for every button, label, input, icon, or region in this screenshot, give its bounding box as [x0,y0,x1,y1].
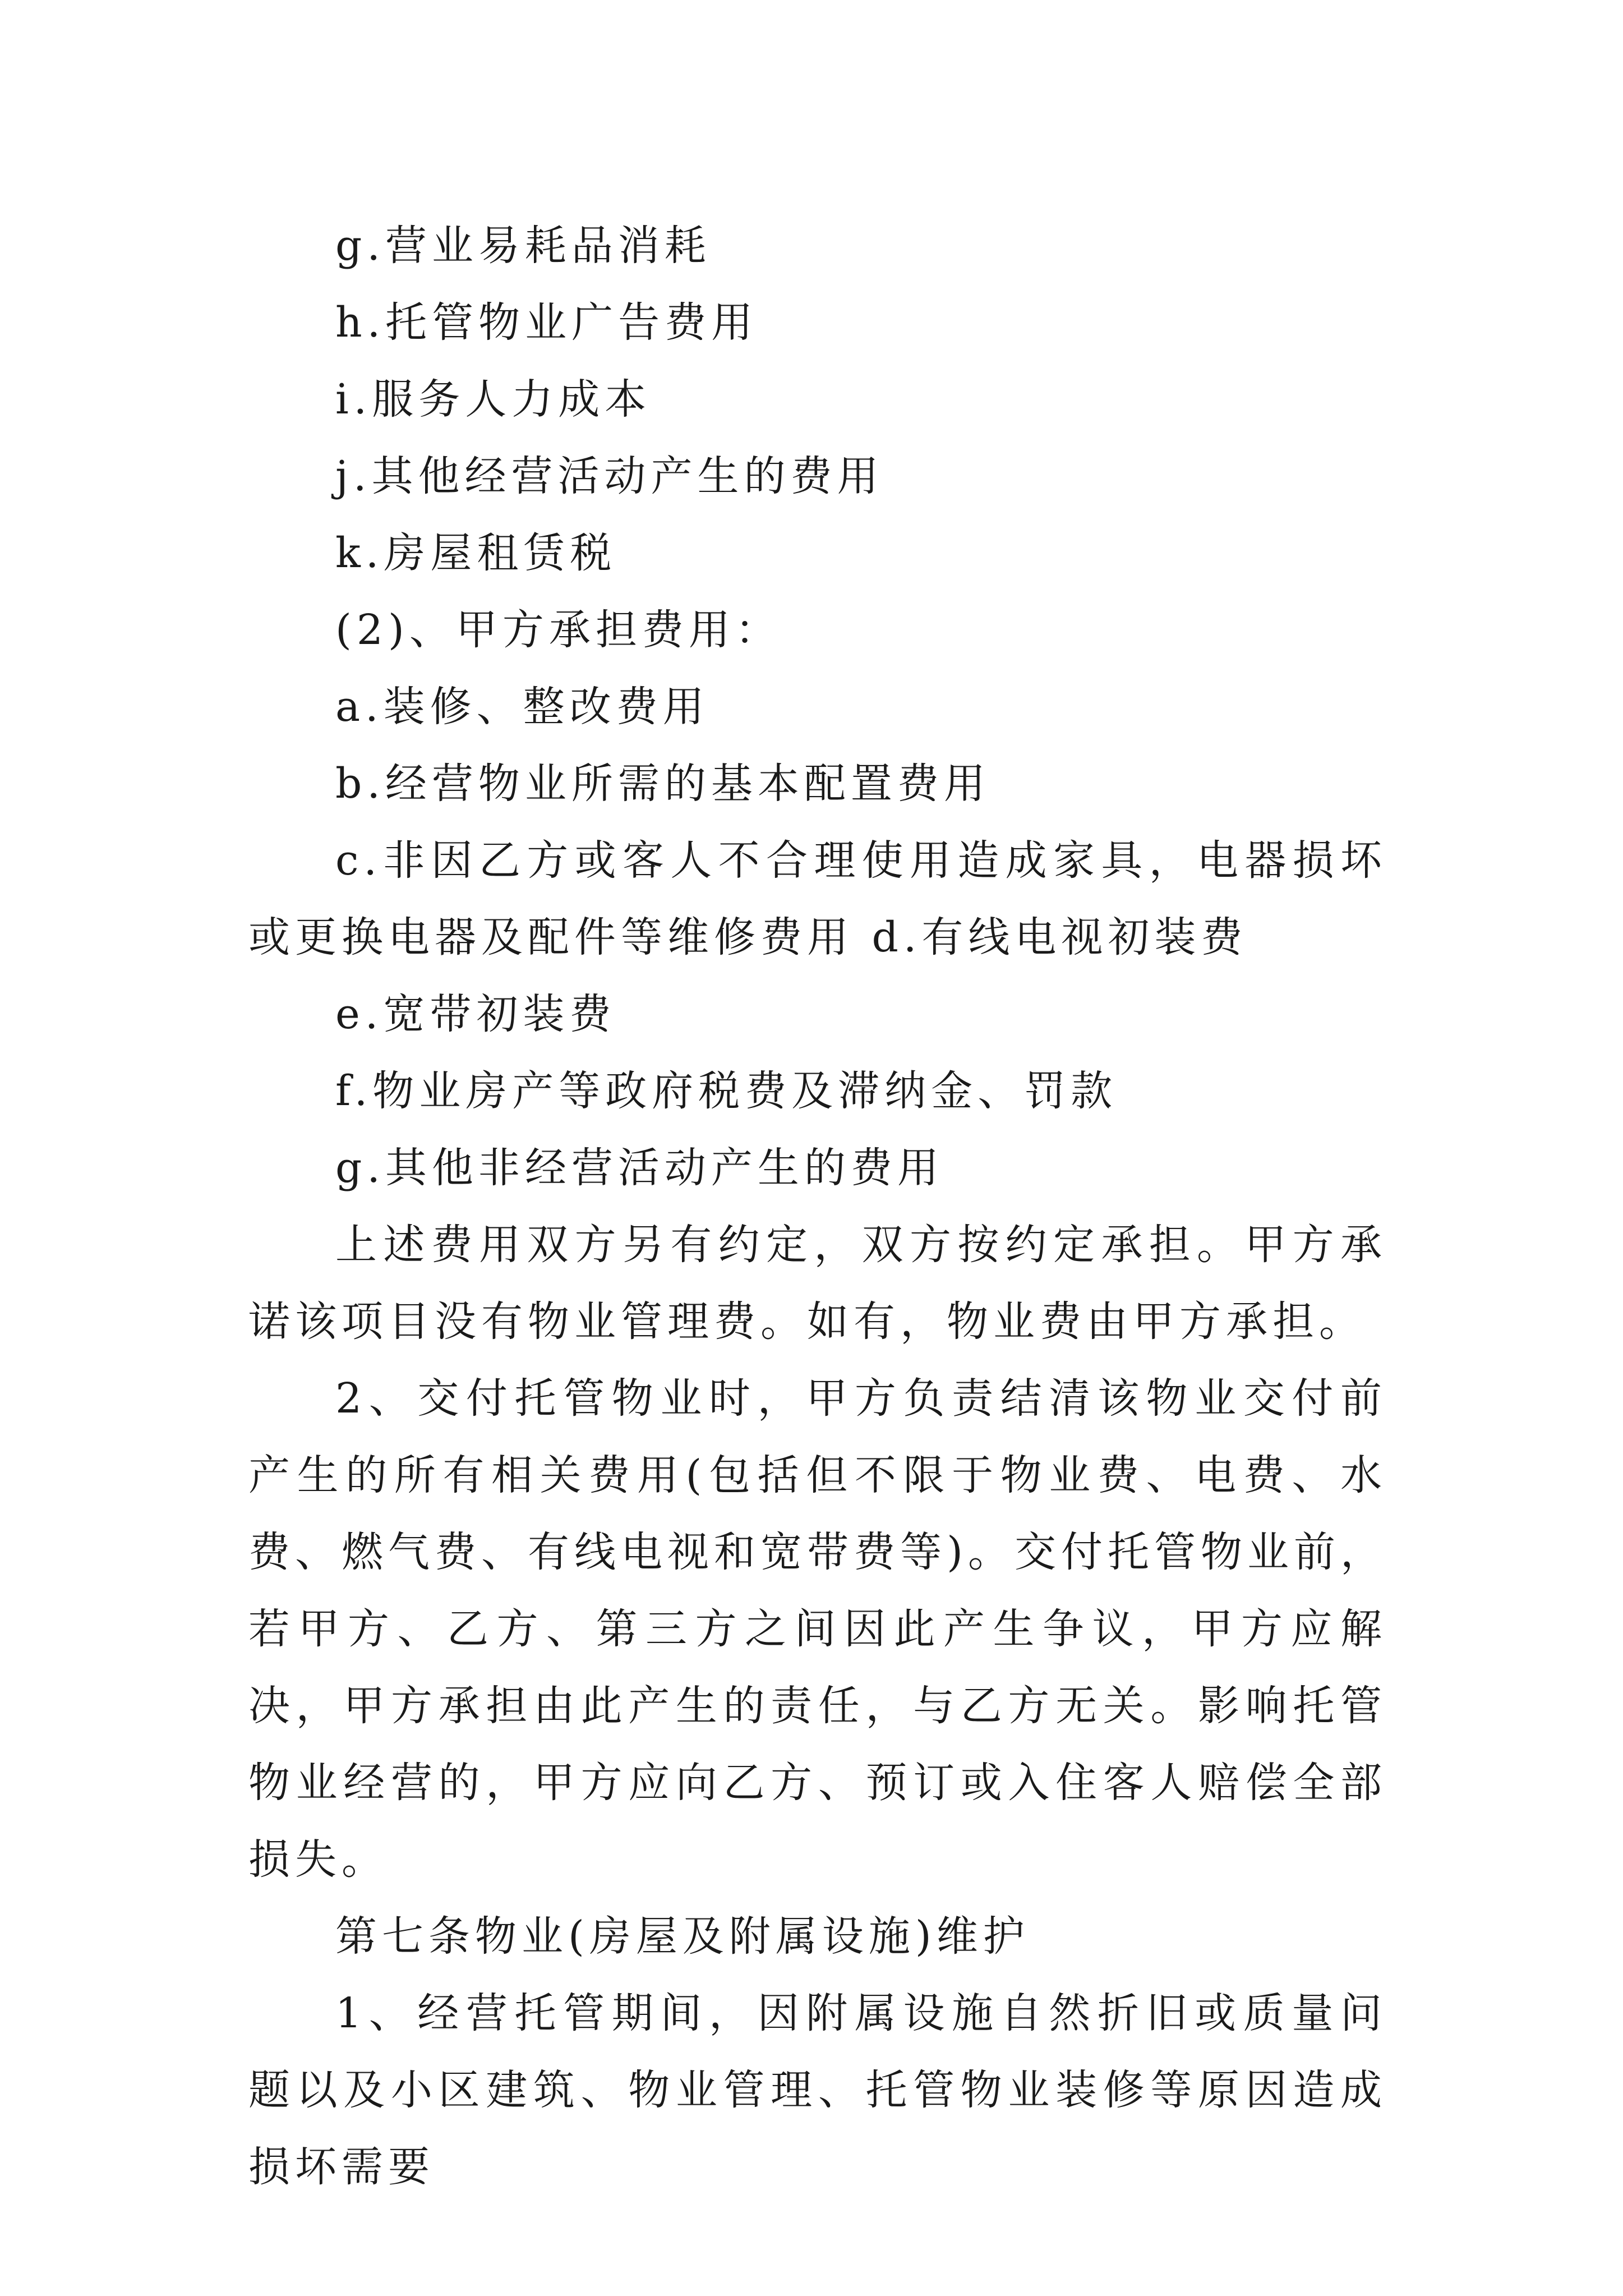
paragraph-consumables: g.营业易耗品消耗 [335,222,711,270]
paragraph-taxes-fines: f.物业房产等政府税费及滞纳金、罚款 [335,1067,1118,1115]
paragraph-basic-config: b.经营物业所需的基本配置费用 [335,760,990,808]
paragraph-agreement-note: 上述费用双方另有约定，双方按约定承担。甲方承诺该项目没有物业管理费。如有，物业费由甲方承担。 [248,1221,1387,1346]
article-seven-heading: 第七条物业(房屋及附属设施)维护 [335,1912,1030,1961]
paragraph-advertising: h.托管物业广告费用 [335,298,758,347]
paragraph-other-operating: j.其他经营活动产生的费用 [335,452,884,500]
paragraph-renovation: a.装修、整改费用 [335,683,709,731]
paragraph-delivery-settlement: 2、交付托管物业时，甲方负责结清该物业交付前产生的所有相关费用(包括但不限于物业费、电费、水费、燃气费、有线电视和宽带费等)。交付托管物业前，若甲方、乙方、第三方之间因此产生争议，甲方应解决，甲方承担由此产生的责任，与乙方无关。影响托管物业经营的，甲方应向乙方、预订或入住客人赔偿全部损失。 [248,1374,1387,1884]
paragraph-broadband: e.宽带初装费 [335,990,616,1038]
paragraph-maintenance: 1、经营托管期间，因附属设施自然折旧或质量问题以及小区建筑、物业管理、托管物业装修等原因造成损坏需要 [248,1989,1387,2191]
paragraph-party-a-heading: (2)、甲方承担费用： [335,606,782,654]
paragraph-repair-costs: c.非因乙方或客人不合理使用造成家具，电器损坏或更换电器及配件等维修费用 d.有线电视初装费 [248,836,1387,961]
paragraph-other-non-operating: g.其他非经营活动产生的费用 [335,1144,944,1192]
paragraph-rental-tax: k.房屋租赁税 [335,529,617,577]
paragraph-labor-cost: i.服务人力成本 [335,375,652,424]
document-body [248,208,1387,2206]
